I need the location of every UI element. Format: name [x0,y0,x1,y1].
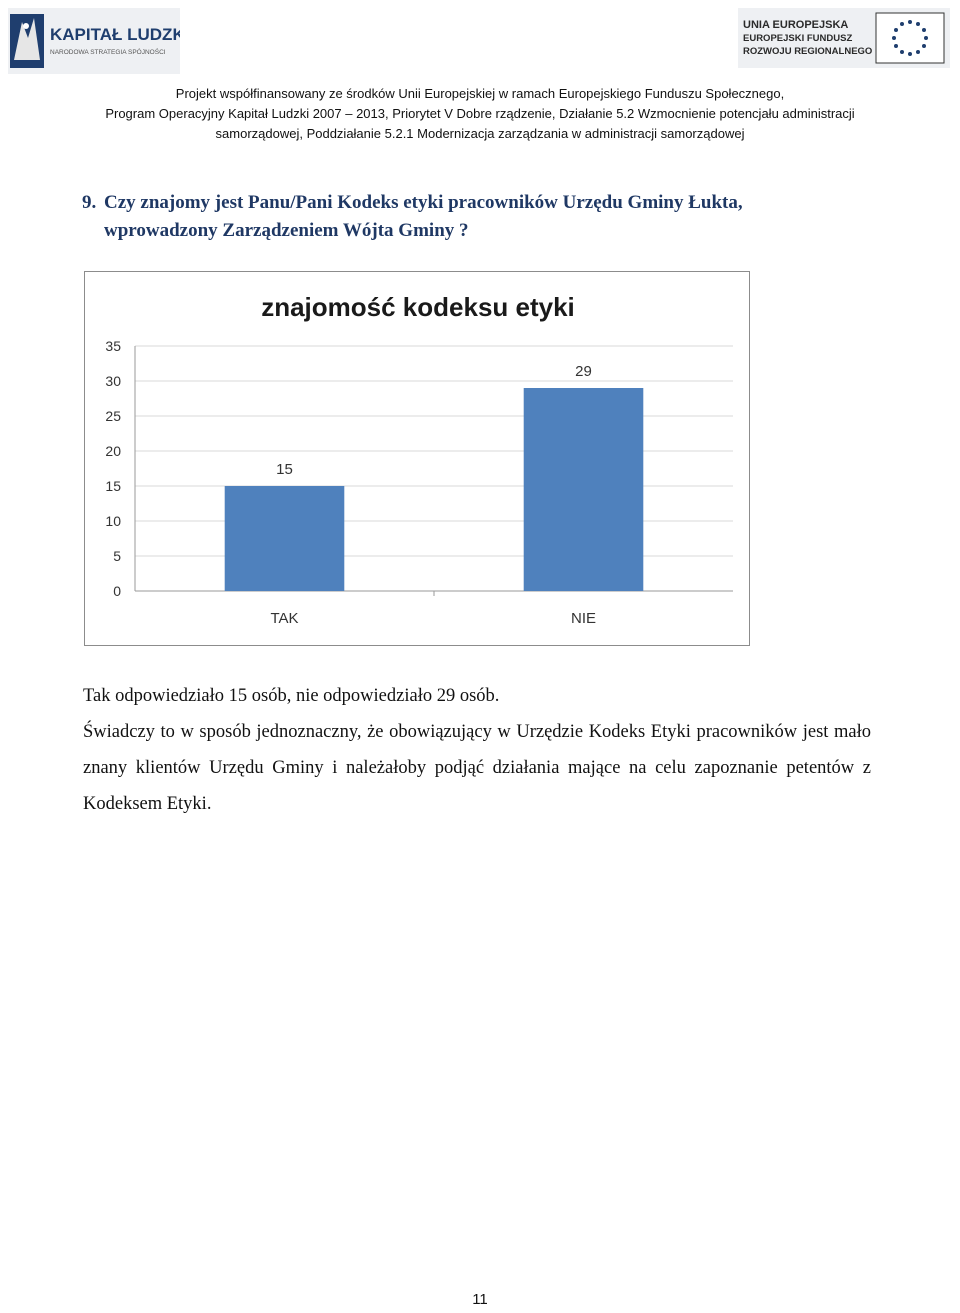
kapital-ludzki-logo-graphic [8,8,180,74]
bar-chart [85,272,751,647]
bar-tak [225,486,345,591]
data-label: 29 [575,363,592,380]
question-number: 9. [82,192,97,213]
y-tick-label: 10 [105,513,121,529]
page-number: 11 [472,1291,488,1308]
eu-logo-line3: ROZWOJU REGIONALNEGO [743,46,873,57]
header-line-3: samorządowej, Poddziałanie 5.2.1 Modernizacja zarządzania w administracji samorządowej [215,126,745,141]
logo-left-sub-text: NARODOWA STRATEGIA SPÓJNOŚCI [50,49,166,56]
answer-summary: Tak odpowiedziało 15 osób, nie odpowiedziało 29 osób. [83,686,500,706]
chart-container [84,271,750,646]
eu-fund-logo-graphic [738,8,950,68]
question-line-1: Czy znajomy jest Panu/Pani Kodeks etyki pracowników Urzędu Gminy Łukta, [104,192,743,213]
bar-nie [524,388,644,591]
y-tick-label: 35 [105,338,121,354]
header-line-2: Program Operacyjny Kapitał Ludzki 2007 – 2013, Priorytet V Dobre rządzenie, Działanie 5.2 Wzmocnienie potencjału administracji [105,106,855,121]
conclusion-paragraph: Świadczy to w sposób jednoznaczny, że obowiązujący w Urzędzie Kodeks Etyki pracowników jest mało znany klientów Urzędu Gminy i należałoby podjąć działania mające na celu zapoznanie petentów z Kodeksem Etyki. [83,722,871,814]
question-line-2: wprowadzony Zarządzeniem Wójta Gminy ? [104,220,469,241]
header-line-1: Projekt współfinansowany ze środków Unii Europejskiej w ramach Europejskiego Funduszu Społecznego, [175,86,785,101]
question-heading [82,189,872,245]
y-tick-label: 15 [105,478,121,494]
y-tick-label: 5 [113,548,121,564]
data-label: 15 [276,461,293,478]
y-tick-label: 20 [105,443,121,459]
y-tick-label: 25 [105,408,121,424]
body-text [83,678,871,822]
x-tick-label: NIE [570,610,597,627]
y-tick-label: 0 [113,583,121,599]
eu-fund-logo [738,8,950,68]
y-tick-label: 30 [105,373,121,389]
logo-left-main-text: KAPITAŁ LUDZKI [50,25,180,44]
x-tick-label: TAK [270,610,299,627]
eu-logo-line2: EUROPEJSKI FUNDUSZ [743,33,853,44]
kapital-ludzki-logo [8,8,180,74]
project-header [80,84,880,144]
eu-logo-line1: UNIA EUROPEJSKA [743,19,849,31]
chart-title: znajomość kodeksu etyki [261,292,575,322]
